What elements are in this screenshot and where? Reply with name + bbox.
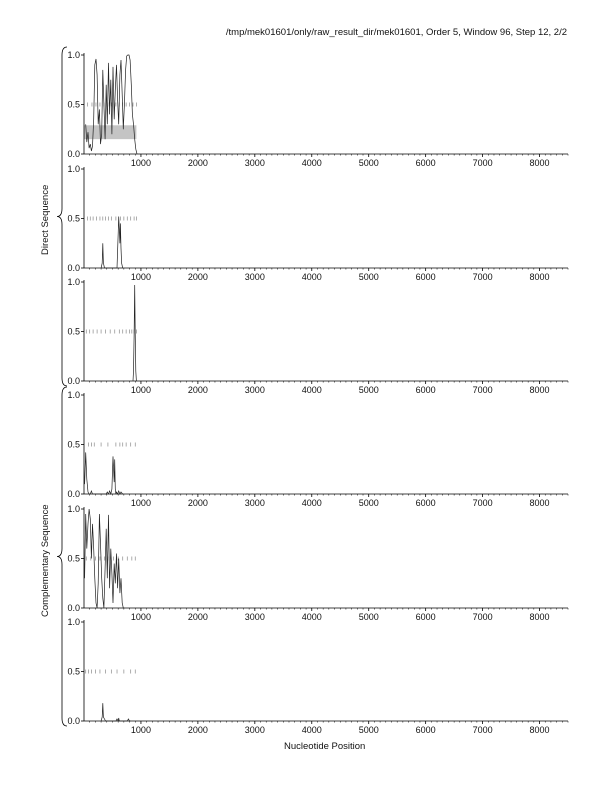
x-tick-label: 4000 bbox=[301, 158, 322, 168]
x-tick-label: 3000 bbox=[244, 385, 265, 395]
x-tick-label: 1000 bbox=[130, 272, 151, 282]
x-tick-label: 6000 bbox=[415, 725, 436, 735]
x-tick-label: 2000 bbox=[187, 272, 208, 282]
x-tick-label: 1000 bbox=[130, 725, 151, 735]
x-tick-label: 5000 bbox=[358, 612, 379, 622]
x-tick-label: 8000 bbox=[529, 272, 550, 282]
x-tick-label: 4000 bbox=[301, 612, 322, 622]
x-tick-label: 2000 bbox=[187, 158, 208, 168]
group-braces bbox=[57, 47, 67, 726]
y-tick-label: 0.0 bbox=[67, 263, 80, 273]
x-tick-label: 3000 bbox=[244, 498, 265, 508]
y-tick-label: 0.5 bbox=[67, 326, 80, 337]
x-tick-label: 3000 bbox=[244, 272, 265, 282]
panel-direct-frame-1 bbox=[67, 50, 568, 168]
x-tick-label: 1000 bbox=[130, 158, 151, 168]
x-tick-label: 6000 bbox=[415, 158, 436, 168]
y-tick-label: 0.0 bbox=[67, 376, 80, 386]
figure-title: /tmp/mek01601/only/raw_result_dir/mek01601, Order 5, Window 96, Step 12, 2/2 bbox=[225, 27, 567, 38]
series-line bbox=[101, 217, 123, 269]
y-tick-label: 1.0 bbox=[67, 277, 80, 287]
panel-direct-frame-2 bbox=[67, 164, 568, 282]
shaded-region bbox=[84, 125, 136, 139]
y-tick-label: 0.0 bbox=[67, 149, 80, 159]
x-tick-label: 6000 bbox=[415, 385, 436, 395]
x-tick-label: 7000 bbox=[472, 725, 493, 735]
x-tick-label: 8000 bbox=[529, 158, 550, 168]
series-line bbox=[101, 703, 131, 721]
x-tick-label: 4000 bbox=[301, 725, 322, 735]
y-tick-label: 0.5 bbox=[67, 99, 80, 110]
y-tick-label: 0.5 bbox=[67, 553, 80, 564]
x-tick-label: 7000 bbox=[472, 272, 493, 282]
x-tick-label: 4000 bbox=[301, 385, 322, 395]
x-tick-label: 5000 bbox=[358, 272, 379, 282]
y-tick-label: 1.0 bbox=[67, 50, 80, 60]
x-tick-label: 2000 bbox=[187, 498, 208, 508]
y-tick-label: 0.5 bbox=[67, 213, 80, 224]
x-axis-label: Nucleotide Position bbox=[284, 741, 366, 752]
series-line bbox=[85, 452, 123, 494]
series-line bbox=[133, 285, 136, 381]
x-tick-label: 2000 bbox=[187, 385, 208, 395]
x-tick-label: 8000 bbox=[529, 498, 550, 508]
x-tick-label: 6000 bbox=[415, 498, 436, 508]
y-tick-label: 0.0 bbox=[67, 489, 80, 499]
x-tick-label: 7000 bbox=[472, 385, 493, 395]
x-tick-label: 5000 bbox=[358, 725, 379, 735]
y-tick-label: 0.5 bbox=[67, 666, 80, 677]
panel-direct-frame-3 bbox=[67, 277, 568, 395]
y-tick-label: 0.0 bbox=[67, 603, 80, 613]
y-tick-label: 0.5 bbox=[67, 439, 80, 450]
y-tick-label: 1.0 bbox=[67, 390, 80, 400]
y-tick-label: 0.0 bbox=[67, 716, 80, 726]
y-tick-label: 1.0 bbox=[67, 164, 80, 174]
x-tick-label: 2000 bbox=[187, 725, 208, 735]
x-tick-label: 7000 bbox=[472, 612, 493, 622]
panel-complement-frame-1 bbox=[67, 390, 568, 508]
group-label-complementary: Complementary Sequence bbox=[40, 504, 51, 617]
x-tick-label: 3000 bbox=[244, 612, 265, 622]
x-tick-label: 1000 bbox=[130, 385, 151, 395]
x-tick-label: 3000 bbox=[244, 725, 265, 735]
brace-direct bbox=[57, 47, 67, 386]
x-tick-label: 4000 bbox=[301, 272, 322, 282]
panel-complement-frame-3 bbox=[67, 617, 568, 735]
y-tick-label: 1.0 bbox=[67, 617, 80, 627]
x-tick-label: 5000 bbox=[358, 158, 379, 168]
x-tick-label: 6000 bbox=[415, 612, 436, 622]
x-tick-label: 1000 bbox=[130, 498, 151, 508]
brace-complementary bbox=[57, 387, 67, 726]
x-tick-label: 6000 bbox=[415, 272, 436, 282]
x-tick-label: 2000 bbox=[187, 612, 208, 622]
group-label-direct: Direct Sequence bbox=[40, 184, 51, 255]
y-tick-label: 1.0 bbox=[67, 504, 80, 514]
panel-complement-frame-2 bbox=[67, 504, 568, 622]
x-tick-label: 5000 bbox=[358, 385, 379, 395]
x-tick-label: 7000 bbox=[472, 158, 493, 168]
x-tick-label: 4000 bbox=[301, 498, 322, 508]
chart-panels bbox=[67, 50, 568, 735]
x-tick-label: 8000 bbox=[529, 385, 550, 395]
x-tick-label: 8000 bbox=[529, 612, 550, 622]
x-tick-label: 1000 bbox=[130, 612, 151, 622]
x-tick-label: 8000 bbox=[529, 725, 550, 735]
x-tick-label: 7000 bbox=[472, 498, 493, 508]
x-tick-label: 5000 bbox=[358, 498, 379, 508]
x-tick-label: 3000 bbox=[244, 158, 265, 168]
